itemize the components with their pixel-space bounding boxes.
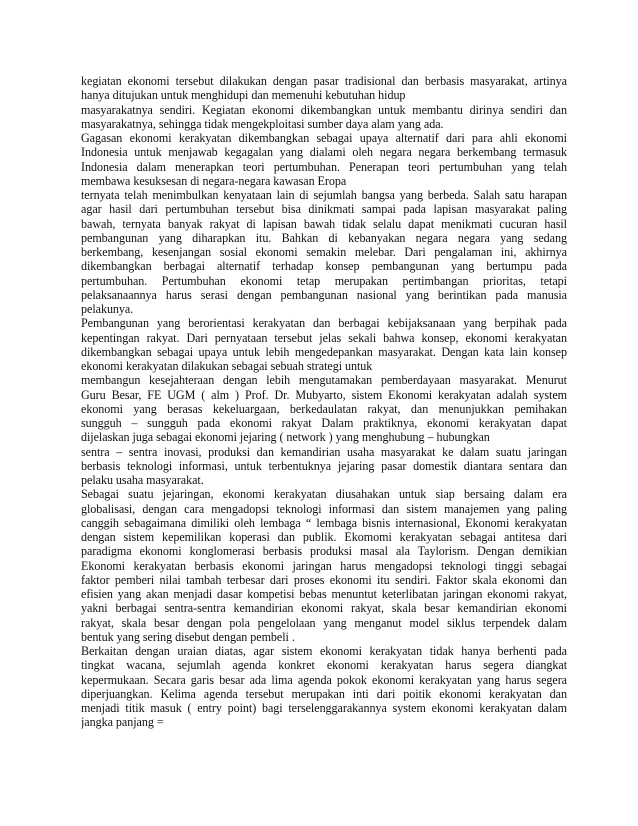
text-line: Indonesia untuk menjawab kegagalan yang dialami oleh negara negara berkembang termasuk xyxy=(81,145,567,160)
text-line: canggih sebagaimana dimiliki oleh lembaga “ lembaga bisnis internasional, Ekonomi kerakyatan xyxy=(81,515,567,530)
text-line: kepentingan rakyat. Dari pernyataan tersebut jelas sekali bahwa konsep, ekonomi kerakyatan xyxy=(81,330,567,345)
text-line: Gagasan ekonomi kerakyatan dikembangkan sebagai upaya alternatif dari para ahli ekonomi xyxy=(81,131,567,145)
text-line: kepermukaan. Secara garis besar ada lima agenda pokok ekonomi kerakyatan yang harus segera xyxy=(81,672,567,687)
text-line: ekonomi yang berasas kekeluargaan, berkedaulatan rakyat, dan menunjukkan pemihakan xyxy=(81,401,567,416)
text-line: rakyat, skala besar dengan pola pengelolaan yang menganut model siklus terpendek dalam xyxy=(81,615,567,630)
text-line: sungguh – sungguh pada ekonomi rakyat Dalam praktiknya, ekonomi kerakyatan dapat xyxy=(81,416,567,430)
text-line: ekonomi kerakyatan dilakukan sebagai sebuah strategi untuk xyxy=(81,359,373,373)
text-line: paradigma ekonomi konglomerasi berbasis produksi masal ala Taylorism. Dengan demikian xyxy=(81,544,567,559)
text-line: pertumbuhan. Pertumbuhan ekonomi tetap merupakan pertimbangan prioritas, tetapi xyxy=(81,273,567,288)
text-line: berkembang, kesenjangan sosial ekonomi semakin melebar. Dari pengalaman ini, akhirnya xyxy=(81,245,567,259)
text-line: dijelaskan juga sebagai ekonomi jejaring ( network ) yang menghubung – hubungkan xyxy=(81,430,490,445)
text-line: sentra – sentra inovasi, produksi dan kemandirian usaha masyarakat ke dalam suatu jaringan xyxy=(81,444,567,459)
text-line: Sebagai suatu jejaringan, ekonomi kerakyatan diusahakan untuk siap bersaing dalam era xyxy=(81,487,567,502)
text-line: Indonesia dalam menerapkan teori pertumbuhan. Penerapan teori pertumbuhan yang telah xyxy=(81,159,567,174)
text-line: jangka panjang = xyxy=(81,715,164,730)
text-line: membawa kesuksesan di negara-negara kawasan Eropa xyxy=(81,173,347,188)
text-line: pembangunan yang diharapkan itu. Bahkan di kebanyakan negara negara yang sedang xyxy=(81,230,567,245)
text-line: agar hasil dari pertumbuhan tersebut bisa dinikmati sampai pada lapisan masyarakat paling xyxy=(81,202,567,217)
text-line: masyarakatnya sendiri. Kegiatan ekonomi dikembangkan untuk membantu dirinya sendiri dan xyxy=(81,102,567,117)
text-line: berbasis teknologi informasi, untuk terbentuknya jejaring pasar domestik diantara sentara dan xyxy=(81,458,567,473)
text-line: dengan sistem kepemilikan koperasi dan publik. Ekomomi kerakyatan sebagai antitesa dari xyxy=(81,530,567,544)
text-line: faktor pemberi nilai tambah terbesar dari proses ekonomi itu sendiri. Faktor skala ekonomi dan xyxy=(81,572,567,587)
text-line: dikembangkan berbagai alternatif terhadap konsep pembangunan yang bertumpu pada xyxy=(81,259,567,274)
text-line: hanya ditujukan untuk menghidupi dan memenuhi kebutuhan hidup xyxy=(81,88,406,103)
text-line: kegiatan ekonomi tersebut dilakukan dengan pasar tradisional dan berbasis masyarakat, artinya xyxy=(81,74,567,88)
text-line: Guru Besar, FE UGM ( alm ) Prof. Dr. Mubyarto, sistem Ekonomi kerakyatan adalah system xyxy=(81,387,567,402)
text-line: menjadi titik masuk ( entry point) bagi terselenggarakannya system ekonomi kerakyatan dalam xyxy=(81,701,567,715)
text-line: yakni berbagai sentra-sentra kemandirian ekonomi rakyat, skala besar kemandirian ekonomi xyxy=(81,601,567,616)
text-line: masyarakatnya, sehingga tidak mengekploitasi sumber daya alam yang ada. xyxy=(81,116,444,131)
document-page xyxy=(81,74,567,730)
text-line: Berkaitan dengan uraian diatas, agar sistem ekonomi kerakyatan tidak hanya berhenti pada xyxy=(81,644,567,658)
text-line: Ekonomi kerakyatan berbasis ekonomi jaringan harus mengadopsi teknologi tinggi sebagai xyxy=(81,558,567,573)
text-line: pelakunya. xyxy=(81,302,134,316)
text-line: ternyata telah menimbulkan kenyataan lain di sejumlah bangsa yang berbeda. Salah satu harapan xyxy=(81,188,567,202)
text-line: efisien yang akan menjadi dasar kompetisi bebas menuntut keterlibatan jaringan ekonomi rakyat, xyxy=(81,587,567,601)
text-line: bentuk yang sering disebut dengan pembeli . xyxy=(81,629,295,644)
text-line: bawah, ternyata banyak rakyat di lapisan bawah tidak selalu dapat menikmati cucuran hasil xyxy=(81,216,567,231)
text-line: globalisasi, dengan cara mengadopsi teknologi informasi dan sistem manajemen yang paling xyxy=(81,501,567,516)
text-line: membangun kesejahteraan dengan lebih mengutamakan pemberdayaan masyarakat. Menurut xyxy=(81,373,567,388)
text-line: dikembangkan sebagai upaya untuk lebih mengedepankan masyarakat. Dengan kata lain konsep xyxy=(81,344,567,359)
text-line: pelaku usaha masyarakat. xyxy=(81,473,204,487)
text-line: Pembangunan yang berorientasi kerakyatan dan berbagai kebijaksanaan yang berpihak pada xyxy=(81,316,567,331)
text-line: diperjuangkan. Kelima agenda tersebut merupakan inti dari poitik ekonomi kerakyatan dan xyxy=(81,686,567,701)
text-line: tingkat wacana, sejumlah agenda konkret ekonomi kerakyatan harus segera diangkat xyxy=(81,658,567,673)
text-line: pelaksanaannya harus serasi dengan pembangunan nasional yang berintikan pada manusia xyxy=(81,287,567,302)
